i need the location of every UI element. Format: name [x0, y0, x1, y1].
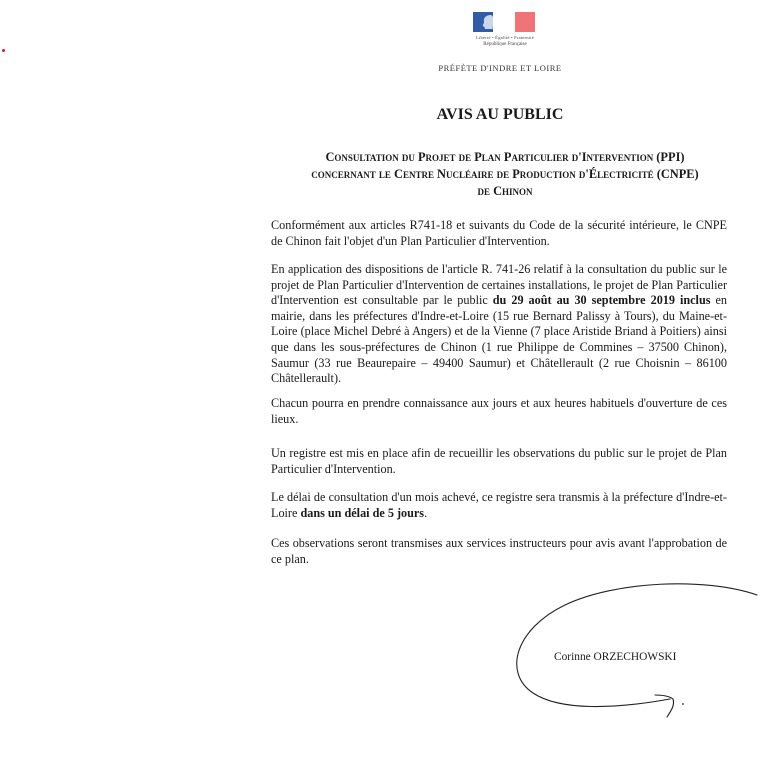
tricolor-flag [473, 12, 535, 32]
republique-francaise-label: République Française [483, 42, 527, 47]
paragraph-legal-basis: Conformément aux articles R741-18 et suivants du Code de la sécurité intérieure, le CNPE de Chinon fait l'objet d'un Plan Particulier d'Intervention. [271, 218, 727, 248]
paragraph-transmission-text-end: . [424, 505, 428, 520]
consultation-dates: du 29 août au 30 septembre 2019 inclus [492, 293, 711, 308]
prefecture-label: PRÉFÈTE D'INDRE ET LOIRE [438, 63, 562, 73]
flag-red-band [515, 12, 535, 32]
stray-mark [2, 49, 5, 52]
republic-motto: Liberté • Égalité • Fraternité [476, 35, 534, 40]
marianne-profile-icon [477, 14, 499, 30]
paragraph-observations: Ces observations seront transmises aux services instructeurs pour avis avant l'approbation de ce plan. [271, 536, 727, 566]
document-subtitle [260, 149, 750, 200]
paragraph-consultation-text-end: en mairie, dans les préfectures d'Indre-et-Loire (15 rue Bernard Palissy à Tours), du Maine-et-Loire (place Michel Debré à Angers) et de la Vienne (7 place Aristide Briand à Poitiers) ainsi que dans les sous-préfectures de Chinon (1 rue Philippe de Commines – 37500 Chinon), Saumur (33 rue Beaurepaire – 49400 Saumur) et Châtellerault (2 rue Choisnin – 86100 Châtellerault). [271, 293, 727, 386]
paragraph-transmission [271, 490, 727, 521]
paragraph-register: Un registre est mis en place afin de recueillir les observations du public sur le projet de Plan Particulier d'Intervention. [271, 446, 727, 476]
subtitle-line-3: de Chinon [477, 184, 533, 198]
page-title: AVIS AU PUBLIC [436, 106, 564, 123]
subtitle-line-2: concernant le Centre Nucléaire de Production d'Électricité (CNPE) [311, 167, 699, 181]
transmission-delay: dans un délai de 5 jours [300, 505, 425, 520]
paragraph-consultation-details [271, 262, 727, 387]
subtitle-line-1: Consultation du Projet de Plan Particulier d'Intervention (PPI) [325, 150, 685, 164]
paragraph-opening-hours: Chacun pourra en prendre connaissance aux jours et aux heures habituels d'ouverture de ces lieux. [271, 396, 727, 426]
signatory-name: Corinne ORZECHOWSKI [554, 651, 677, 663]
paragraph-transmission-text-start: Le délai de consultation d'un mois achevé, ce registre sera transmis à la préfecture d'Indre-et-Loire [271, 490, 727, 520]
paragraph-consultation-text-start: En application des dispositions de l'article R. 741-26 relatif à la consultation du public sur le projet de Plan Particulier d'Intervention de certaines installations, le projet de Plan Particulier d'Intervention est consultable par le public [271, 262, 727, 308]
